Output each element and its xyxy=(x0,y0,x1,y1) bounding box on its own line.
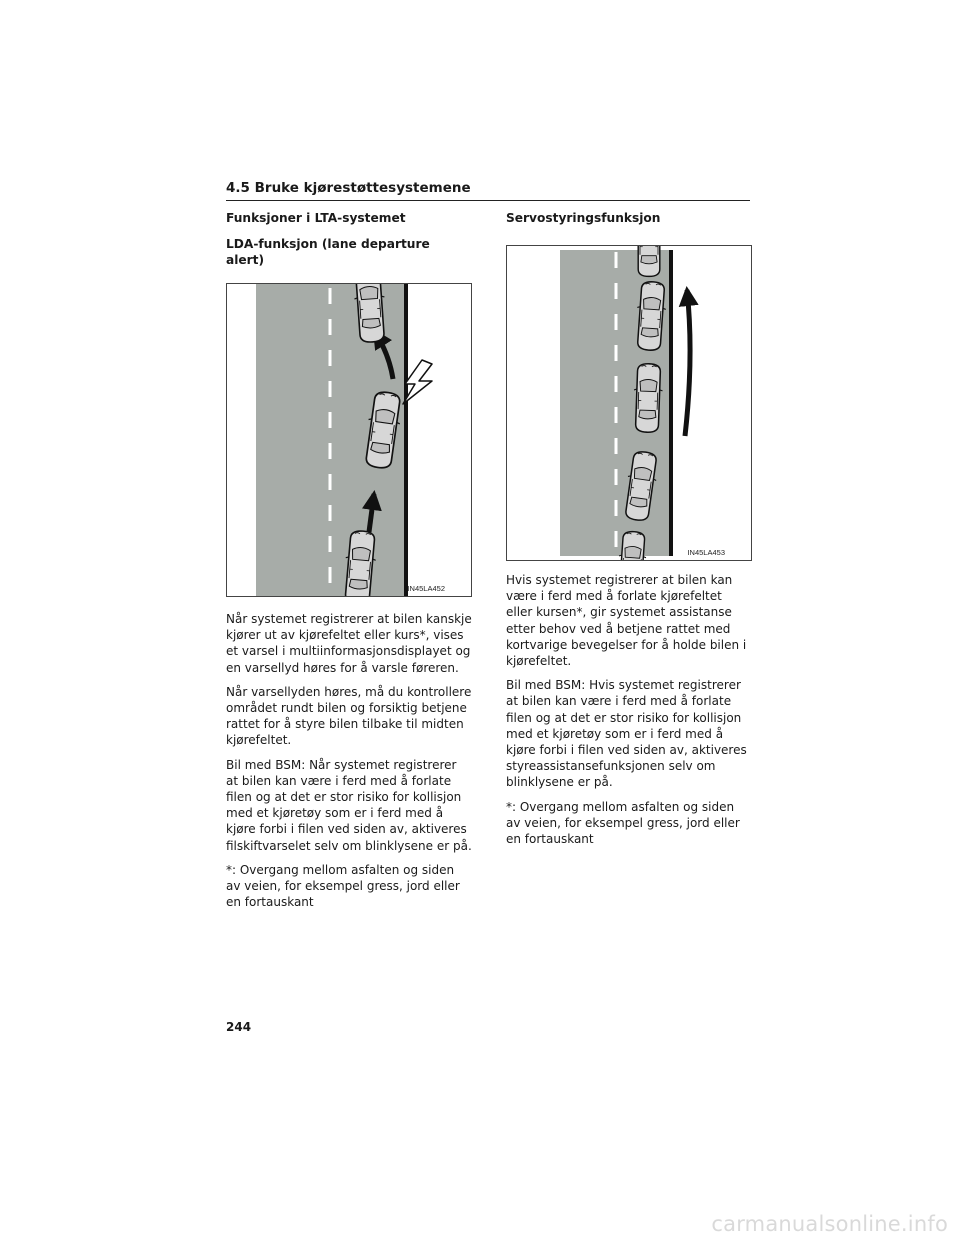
guidance-arrow xyxy=(685,290,690,436)
footnote: *: Overgang mellom asfalten og siden av veien, for eksempel gress, jord eller en fortauskant xyxy=(226,862,460,910)
page-number: 244 xyxy=(226,1020,252,1034)
right-column xyxy=(506,210,752,855)
paragraph: Bil med BSM: Når systemet registrerer at bilen kan være i ferd med å forlate filen og at det er stor risiko for kollisjon med et kjøretøy som er i ferd med å kjøre forbi i filen ved siden av, aktiveres filskiftvarselet selv om blinklysene er på. xyxy=(226,757,472,853)
lta-functions-heading: Funksjoner i LTA-systemet xyxy=(226,211,406,225)
paragraph: Når varsellyden høres, må du kontrollere området rundt bilen og forsiktig betjene rattet for å styre bilen tilbake til midten kjørefeltet. xyxy=(226,684,472,748)
paragraph: Når systemet registrerer at bilen kanskje kjører ut av kjørefeltet eller kurs*, vises et varsel i multiinformasjonsdisplayet og en varsellyd høres for å varsle føreren. xyxy=(226,612,472,675)
lda-illustration xyxy=(226,283,472,597)
power-steering-heading: Servostyringsfunksjon xyxy=(506,211,661,225)
lda-road-diagram xyxy=(227,284,471,596)
left-body xyxy=(226,611,472,910)
section-title: 4.5 Bruke kjørestøttesystemene xyxy=(226,180,750,201)
watermark: carmanualsonline.info xyxy=(711,1212,948,1236)
paragraph: Bil med BSM: Hvis systemet registrerer at bilen kan være i ferd med å forlate filen og at det er stor risiko for kollisjon med et kjøretøy som er i ferd med å kjøre forbi i filen ved siden av, aktiveres styreassistansefunksjonen selv om blinklysene er på. xyxy=(506,678,747,790)
right-body xyxy=(506,572,752,847)
paragraph: Hvis systemet registrerer at bilen kan være i ferd med å forlate kjørefeltet eller kursen*, gir systemet assistanse etter behov ved å betjene rattet med kortvarige bevegelser for å holde bilen i kjørefeltet. xyxy=(506,573,747,669)
figure-code: IN45LA452 xyxy=(407,584,445,593)
footnote: *: Overgang mellom asfalten og siden av veien, for eksempel gress, jord eller en fortauskant xyxy=(506,799,740,847)
left-column xyxy=(226,210,472,918)
car-3 xyxy=(633,363,664,432)
lda-function-heading: LDA-funksjon (lane departure alert) xyxy=(226,237,430,267)
figure-code: IN45LA453 xyxy=(687,548,725,557)
steering-road-diagram xyxy=(507,246,751,560)
car-1 xyxy=(636,246,663,276)
steering-assist-illustration xyxy=(506,245,752,561)
